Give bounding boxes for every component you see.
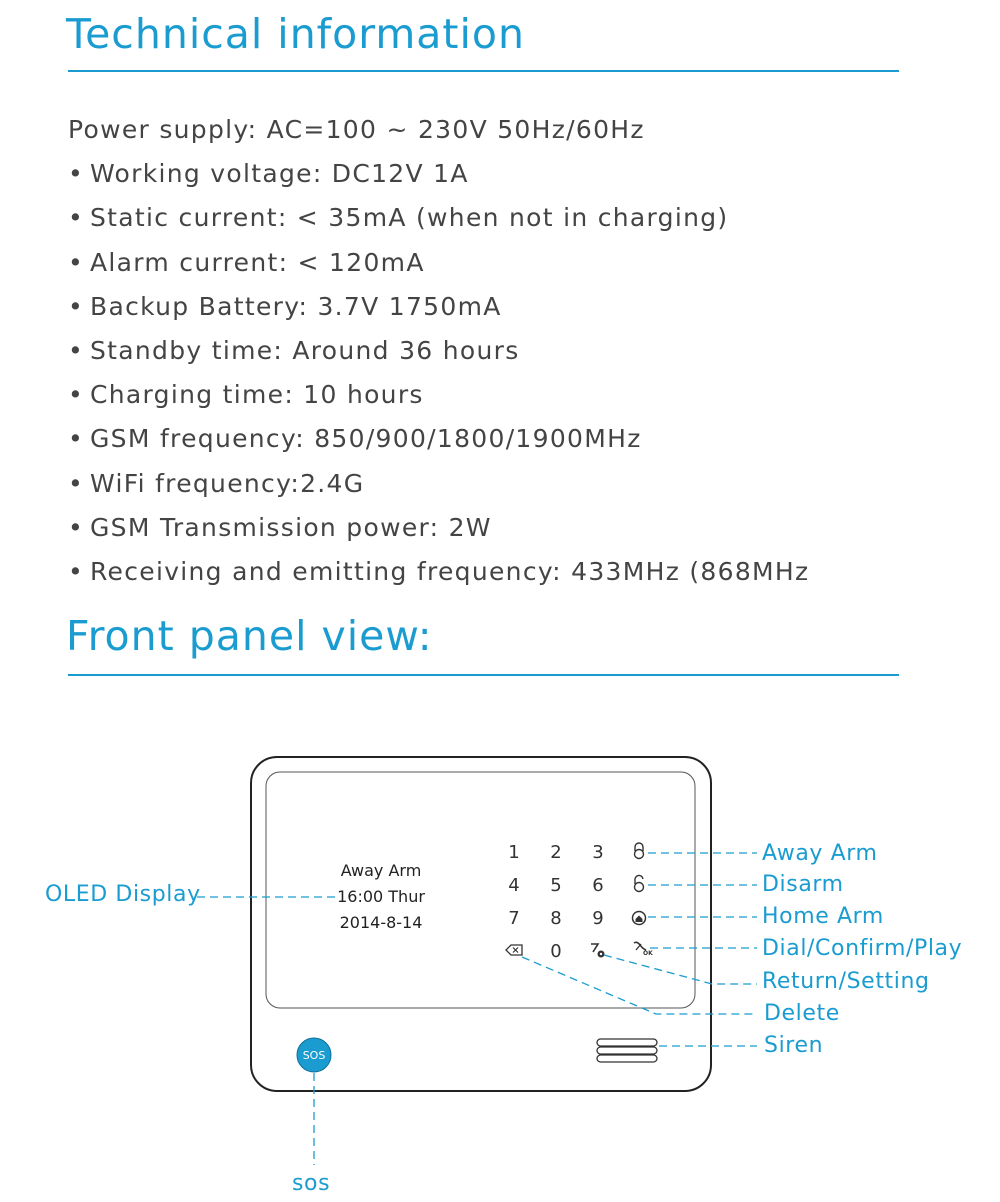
spec-text: Power supply: AC=100 ~ 230V 50Hz/60Hz <box>68 115 645 144</box>
spec-item <box>68 462 809 506</box>
spec-item <box>68 506 809 550</box>
spec-text: GSM Transmission power: 2W <box>90 512 492 542</box>
bullet-icon: • <box>68 159 85 189</box>
touch-panel <box>266 772 695 1008</box>
bullet-icon: • <box>68 291 85 321</box>
spec-text: WiFi frequency:2.4G <box>90 468 365 498</box>
label-siren: Siren <box>764 1033 824 1058</box>
key-8[interactable]: 8 <box>550 908 562 929</box>
spec-item <box>68 196 809 240</box>
spec-power-supply <box>68 108 809 152</box>
key-5[interactable]: 5 <box>550 875 562 896</box>
title-underline <box>68 70 899 72</box>
title-underline <box>68 674 899 676</box>
spec-item <box>68 550 809 594</box>
oled-date-text: 2014-8-14 <box>339 913 423 932</box>
label-sos: sos <box>292 1171 331 1196</box>
oled-time-text: 16:00 Thur <box>337 887 425 906</box>
spec-item <box>68 329 809 373</box>
label-oled-display: OLED Display <box>45 882 201 907</box>
spec-item <box>68 373 809 417</box>
spec-text: Receiving and emitting frequency: 433MHz (868MHz <box>90 556 810 586</box>
key-3[interactable]: 3 <box>592 842 604 863</box>
sos-button-label: SOS <box>302 1049 326 1062</box>
technical-information-title: Technical information <box>66 10 525 58</box>
sos-button[interactable] <box>297 1038 331 1072</box>
front-panel-diagram <box>0 700 1000 1202</box>
bullet-icon: • <box>68 335 85 365</box>
oled-mode-text: Away Arm <box>340 861 422 880</box>
spec-text: Standby time: Around 36 hours <box>90 335 520 365</box>
label-away-arm: Away Arm <box>762 841 878 866</box>
label-delete: Delete <box>764 1001 840 1026</box>
label-disarm: Disarm <box>762 872 844 897</box>
label-dial-confirm-play: Dial/Confirm/Play <box>762 936 963 961</box>
spec-text: Static current: < 35mA (when not in charging) <box>90 203 729 233</box>
key-9[interactable]: 9 <box>592 908 604 929</box>
spec-text: GSM frequency: 850/900/1800/1900MHz <box>90 424 642 454</box>
label-home-arm: Home Arm <box>762 904 884 929</box>
spec-text: Backup Battery: 3.7V 1750mA <box>90 291 502 321</box>
bullet-icon: • <box>68 203 85 233</box>
spec-text: Working voltage: DC12V 1A <box>90 159 469 189</box>
key-4[interactable]: 4 <box>508 875 520 896</box>
spec-text: Charging time: 10 hours <box>90 380 424 410</box>
key-1[interactable]: 1 <box>508 842 520 863</box>
key-7[interactable]: 7 <box>508 908 520 929</box>
key-6[interactable]: 6 <box>592 875 604 896</box>
bullet-icon: • <box>68 512 85 542</box>
bullet-icon: • <box>68 556 85 586</box>
spec-item <box>68 152 809 196</box>
key-0[interactable]: 0 <box>550 941 562 962</box>
spec-item <box>68 241 809 285</box>
bullet-icon: • <box>68 424 85 454</box>
spec-text: Alarm current: < 120mA <box>90 247 425 277</box>
spec-item <box>68 417 809 461</box>
svg-text:OK: OK <box>643 950 653 957</box>
label-return-setting: Return/Setting <box>762 969 930 994</box>
spec-list <box>68 108 809 594</box>
front-panel-title: Front panel view: <box>66 612 433 660</box>
key-2[interactable]: 2 <box>550 842 562 863</box>
bullet-icon: • <box>68 247 85 277</box>
bullet-icon: • <box>68 468 85 498</box>
siren-grille <box>597 1039 657 1062</box>
spec-item <box>68 285 809 329</box>
bullet-icon: • <box>68 380 85 410</box>
